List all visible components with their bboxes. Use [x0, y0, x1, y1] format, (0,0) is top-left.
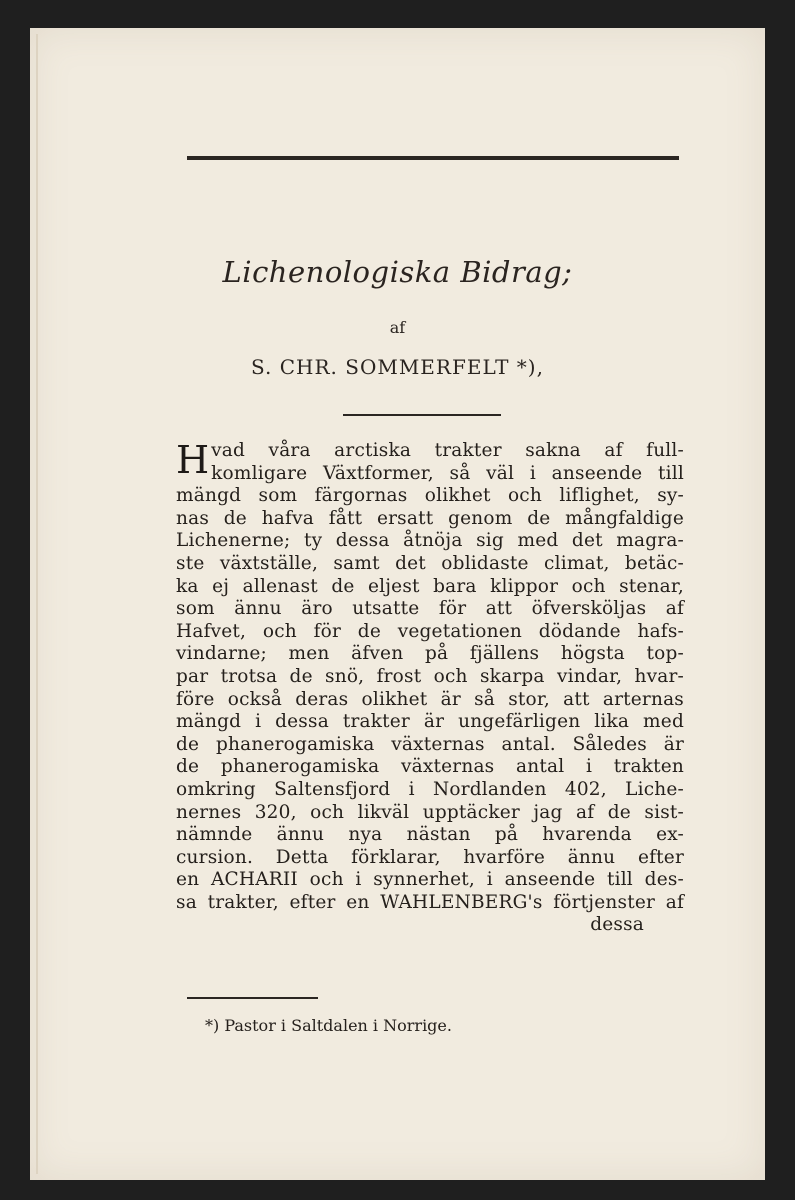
body-line: nämnde ännu nya nästan på hvarenda ex- [176, 824, 684, 846]
body-line: sa trakter, efter en WAHLENBERG's förtjenster af [176, 891, 684, 913]
body-line: de phanerogamiska växternas antal i trakten [176, 756, 684, 778]
body-line: komligare Växtformer, så väl i anseende till [211, 462, 684, 484]
body-line: mängd i dessa trakter är ungefärligen lika med [176, 711, 684, 733]
body-line: de phanerogamiska växternas antal. Således är [176, 733, 684, 755]
article-title: Lichenologiska Bidrag; [222, 255, 573, 289]
author-name: S. CHR. SOMMERFELT *), [251, 355, 544, 379]
body-line: en ACHARII och i synnerhet, i anseende till des- [176, 869, 684, 891]
body-line: ste växtställe, samt det oblidaste climat, betäc- [176, 552, 684, 574]
body-line: omkring Saltensfjord i Nordlanden 402, Liche- [176, 778, 684, 800]
body-line: mängd som färgornas olikhet och liflighet, sy- [176, 485, 684, 507]
body-line: cursion. Detta förklarar, hvarföre ännu efter [176, 846, 684, 868]
body-line: vindarne; men äfven på fjällens högsta top- [176, 643, 684, 665]
title-divider [343, 414, 501, 416]
catchword: dessa [590, 914, 644, 936]
body-line: nas de hafva fått ersatt genom de mångfaldige [176, 507, 684, 529]
footnote-rule [187, 997, 318, 999]
header-rule [187, 156, 679, 160]
body-line: före också deras olikhet är så stor, att arternas [176, 688, 684, 710]
body-line: par trotsa de snö, frost och skarpa vindar, hvar- [176, 665, 684, 687]
body-line: ka ej allenast de eljest bara klippor och stenar, [176, 575, 684, 597]
drop-cap: H [176, 438, 210, 482]
body-line: nernes 320, och likväl upptäcker jag af de sist- [176, 801, 684, 823]
body-line: Hafvet, och för de vegetationen dödande hafs- [176, 620, 684, 642]
body-line: Lichenerne; ty dessa åtnöja sig med det magra- [176, 530, 684, 552]
page-edge [36, 34, 38, 1174]
footnote: *) Pastor i Saltdalen i Norrige. [205, 1016, 452, 1035]
body-line: som ännu äro utsatte för att öfversköljas af [176, 598, 684, 620]
body-text [176, 440, 684, 937]
body-line: vad våra arctiska trakter sakna af full- [211, 440, 684, 461]
byline: af [389, 318, 406, 337]
